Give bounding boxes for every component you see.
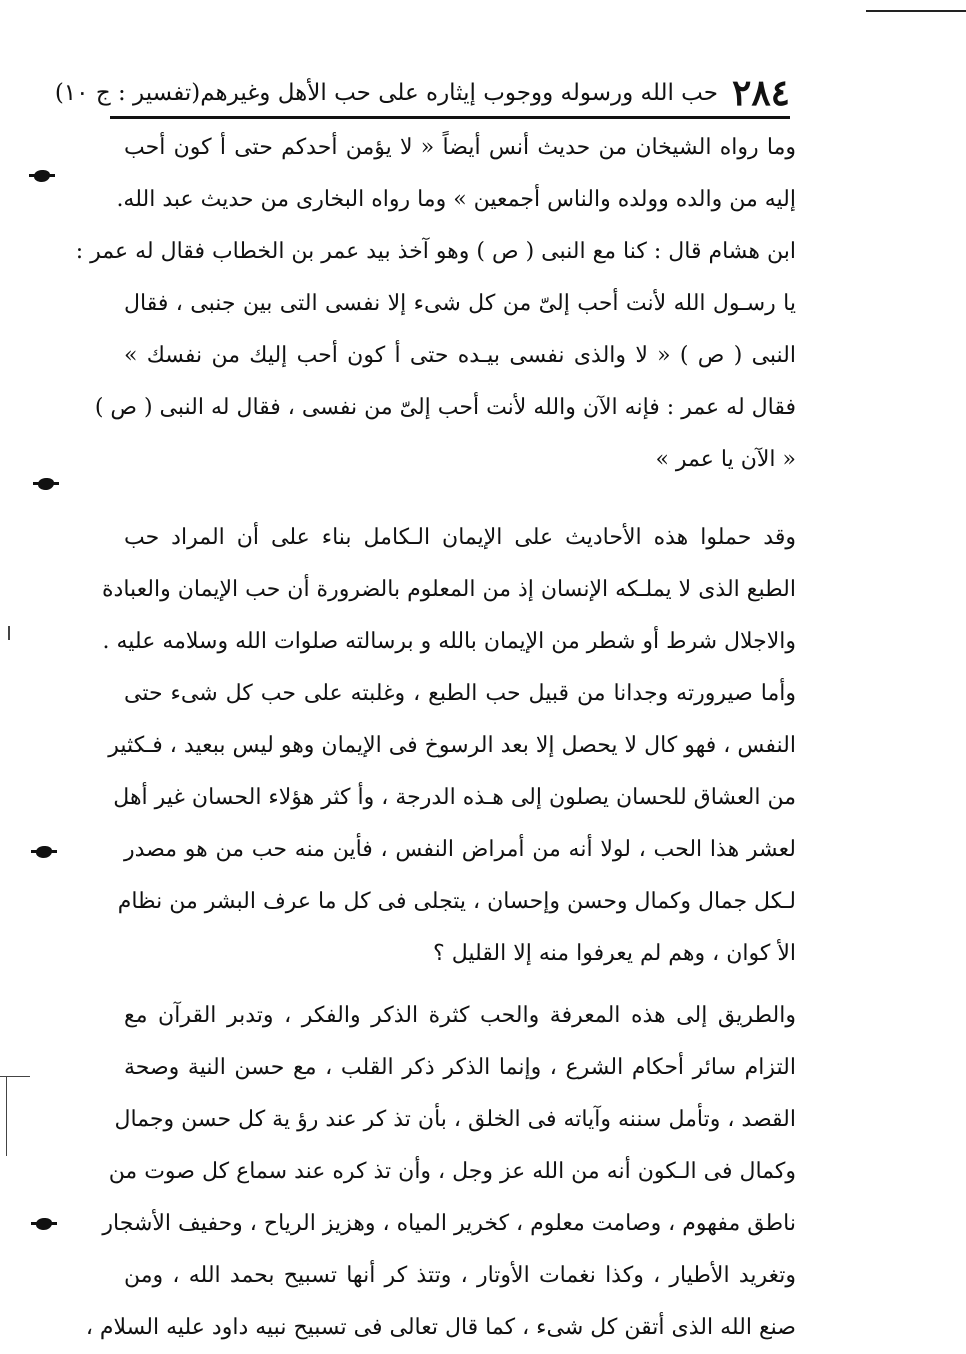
text-line: وما رواه الشيخان من حديث أنس أيضاً « لا يؤمن أحدكم حتى أ كون أحب <box>124 135 796 160</box>
text-line: يا رسـول الله لأنت أحب إلىّ من كل شىء إلا نفسى التى بين جنبى ، فقال <box>124 291 796 316</box>
text-line: والطريق إلى هذه المعرفة والحب كثرة الذكر والفكر ، وتدبر القرآن مع <box>124 1003 796 1028</box>
text-line: صنع الله الذى أتقن كل شىء ، كما قال تعالى فى تسبيح نبيه داود عليه السلام ، <box>85 1315 796 1340</box>
text-line: ناطق مفهوم ، وصامت معلوم ، كخرير المياه ، وهزيز الرياح ، وحفيف الأشجار <box>102 1211 796 1236</box>
body-text <box>75 122 796 1354</box>
binder-hole-mark <box>38 478 54 490</box>
text-line: وتغريد الأطيار ، وكذا نغمات الأوتار ، وتتذ كر أنها تسبيح بحمد الله ، ومن <box>124 1263 796 1288</box>
text-line: التزام سائر أحكام الشرع ، وإنما الذكر ذكر القلب ، مع حسن النية وصحة <box>124 1055 796 1080</box>
text-line: النبى ( ص ) « لا والذى نفسى بيـده حتى أ كون أحب إليك من نفسك » <box>124 343 796 368</box>
text-line: إليه من والده وولده والناس أجمعين » وما رواه البخارى من حديث عبد الله. <box>116 187 796 212</box>
top-edge-rule <box>866 10 966 12</box>
text-line: وقد حملوا هذه الأحاديث على الإيمان الـكامل بناء على أن المراد حب <box>124 525 796 550</box>
text-line: لـكل جمال وكمال وحسن وإحسان ، يتجلى فى كل ما عرف البشر من نظام <box>117 889 796 914</box>
text-line: والاجلال شرط أو شطر من الإيمان بالله و برسالته صلوات الله وسلامه عليه . <box>102 629 796 654</box>
scan-edge-mark <box>6 1076 7 1156</box>
binder-hole-mark <box>36 846 52 858</box>
text-line: القصد ، وتأمل سننه وآياته فى الخلق ، بأن تذ كر عند رؤ ية كل حسن وجمال <box>114 1107 796 1132</box>
scan-edge-mark <box>0 1076 30 1077</box>
text-line: الأ كوان ، وهم لم يعرفوا منه إلا القليل ؟ <box>433 941 796 966</box>
text-line: « الآن يا عمر » <box>655 447 796 472</box>
book-reference: (تفسير : ج ١٠) <box>54 80 201 106</box>
paragraph-3 <box>85 990 796 1354</box>
text-line: ابن هشام قال : كنا مع النبى ( ص ) وهو آخذ بيد عمر بن الخطاب فقال له عمر : <box>75 239 796 264</box>
text-line: الطبع الذى لا يملـكه الإنسان إذ من المعلوم بالضرورة أن حب الإيمان والعبادة <box>102 577 796 602</box>
text-line: وكمال فى الـكون أنه من الله عز وجل ، وأن تذ كره عند سماع كل صوت من <box>108 1159 796 1184</box>
running-title: حب الله ورسوله ووجوب إيثاره على حب الأهل وغيرهم <box>200 80 718 106</box>
binder-hole-mark <box>34 170 50 182</box>
text-line: وأما صيرورته وجدانا من قبيل حب الطبع ، وغلبته على حب كل شىء حتى <box>124 681 796 706</box>
page-header <box>54 70 790 119</box>
text-line: فقال له عمر : فإنه الآن والله لأنت أحب إلىّ من نفسى ، فقال له النبى ( ص ) <box>94 395 796 420</box>
text-line: من العشاق للحسان يصلون إلى هـذه الدرجة ، وأ كثر هؤلاء الحسان غير أهل <box>113 785 796 810</box>
paragraph-2 <box>102 512 796 980</box>
page-number: ٢٨٤ <box>731 72 790 114</box>
scan-edge-mark <box>8 626 10 640</box>
binder-hole-mark <box>36 1218 52 1230</box>
text-line: النفس ، فهو كال لا يحصل إلا بعد الرسوخ فى الإيمان وهو ليس ببعيد ، فـكثير <box>108 733 796 758</box>
paragraph-1 <box>75 122 796 486</box>
text-line: لعشر هذا الحب ، لولا أنه من أمراض النفس ، فأين منه حب من هو مصدر <box>124 837 796 862</box>
